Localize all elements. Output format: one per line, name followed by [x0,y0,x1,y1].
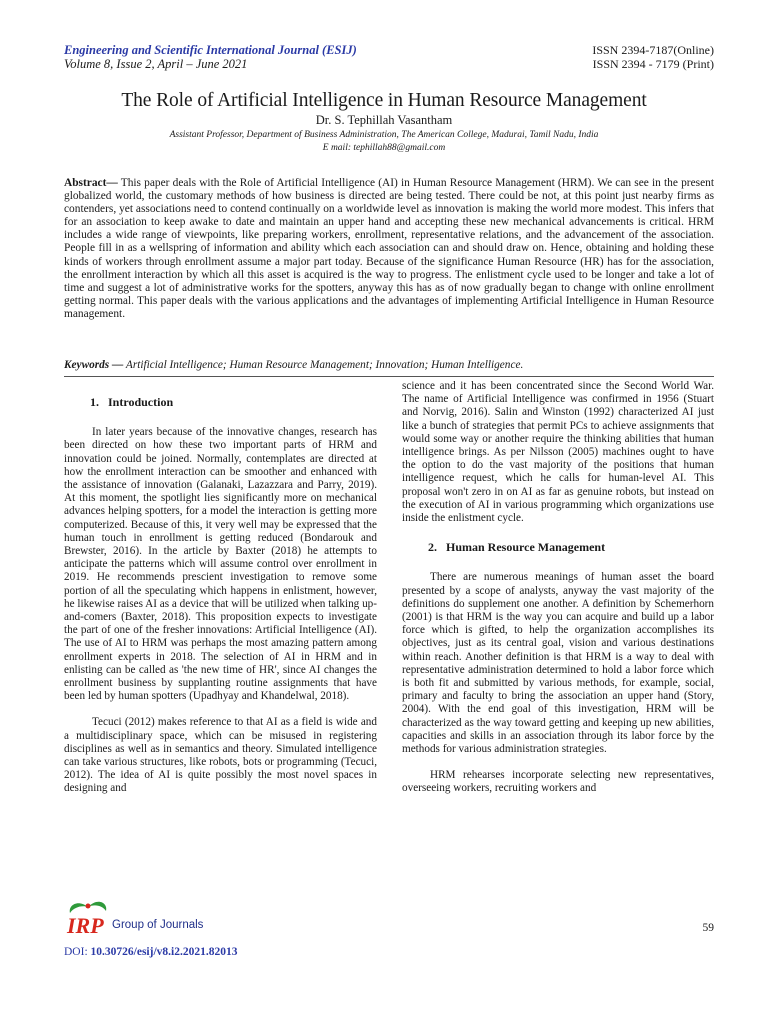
section-divider [64,376,714,377]
volume-issue: Volume 8, Issue 2, April – June 2021 [64,57,248,71]
doi-label: DOI: [64,946,91,958]
right-column [402,380,714,796]
logo-mark-icon [64,895,234,940]
issn-online: ISSN 2394-7187(Online) [592,43,714,57]
abstract [64,177,714,321]
paragraph-continued: science and it has been concentrated since the Second World War. The name of Artificial Intelligence was confirmed in 1956 (Stuart and Norvig, 2016). Salin and Winston (1992) characterized AI just like a bunch of strategies that permit PCs to achieve assignments that would some way or another require the thinking abilities that human intelligence brings. As per Nilsson (2005) machines ought to have the option to do the vast majority of the positions that human intelligence request, which he calls for human-level AI. This proposal won't zero in on AI as far as genuine robots, but instead on the execution of AI in various programming which organizations use inside the enlistment cycle. [402,380,714,525]
publisher-logo [64,895,234,940]
author-affiliation: Assistant Professor, Department of Business Administration, The American College, Madurai, Tamil Nadu, India [169,130,599,140]
paper-title: The Role of Artificial Intelligence in Human Resource Management [121,90,647,111]
paragraph: There are numerous meanings of human asset the board presented by a scope of analysts, anyway the vast majority of the definitions do supplement one another. A definition by Schemerhorn (2001) is that HRM is the way you can acquire and build up a labor force which is gifted, to help the organization accomplishes its objectives, just as its central goal, vision and various destinations within reach. Another definition is that HRM is a way to deal with representative administration determined to hold a labor force which is both fit and submitted by various methods, for example, social, primary and faculty to bring the association an upper hand (Story, 2004). With the end goal of this investigation, HRM will be characterized as the way toward getting and keeping up new abilities, capacities and skills in an association through its labor force by the methods for various administration strategies. [402,571,714,756]
journal-name: Engineering and Scientific International Journal (ESIJ) [64,43,357,57]
keywords [64,359,714,371]
abstract-text: This paper deals with the Role of Artificial Intelligence (AI) in Human Resource Management (HRM). We can see in the present globalized world, the customary methods of how business is directed are being tested. There could be not, at this point just nearby firms as contenders, yet associations need to contend continually on a worldwide level as innovation is making the world more modest. This infers that for an association to keep awake to date and maintain an upper hand and accepting these new mechanical advancements is critical. HRM includes a wide range of viewpoints, like preparing workers, enrollment, representative relations, and the advancement of the association. People fill in as a wellspring of information and ability which each association can and should draw on. Hence, obtaining and holding these kinds of workers through enrollment assume a major part today. Because of the significance Human Resource (HR) has for the association, the enrollment interaction by which all this asset is acquired is the way to progress. The enlistment cycle used to be longer and take a lot of time and suggest a lot of administrative works for the spotters, anyway this has as of now gradually began to change with online enrollment getting normal. This paper deals with the various applications and the advantages of implementing Artificial Intelligence in Human Resource management. [64,177,714,320]
logo-letters: IRP [67,913,104,938]
paragraph: Tecuci (2012) makes reference to that AI as a field is wide and a multidisciplinary space, which can be misused in registering disciplines as well as in semantics and theory. Simulated intelligence can take various structures, like robots, bots or programming (Tecuci, 2012). The idea of AI is quite possibly the most novel spaces in designing and [64,716,377,795]
paragraph: HRM rehearses incorporate selecting new representatives, overseeing workers, recruiting workers and [402,769,714,795]
section-heading-introduction: 1. Introduction [90,395,174,409]
page-number: 59 [702,922,714,934]
section-heading-hrm: 2. Human Resource Management [428,540,606,555]
author-name: Dr. S. Tephillah Vasantham [315,113,453,127]
keywords-label: Keywords — [64,359,124,371]
abstract-label: Abstract— [64,177,118,189]
left-column [64,383,377,796]
issn-print: ISSN 2394 - 7179 (Print) [592,57,714,71]
doi-link[interactable]: 10.30726/esij/v8.i2.2021.82013 [90,946,238,958]
paragraph: In later years because of the innovative changes, research has been directed on how these two important parts of HRM and innovation could be joined. Normally, contemplates are directed at how the enrollment interaction can be smoother and enhanced with the assistance of innovation (Galanaki, Lazazzara and Parry, 2019). At this moment, the spotlight lies significantly more on mechanical advances helping spotters, for a model the interaction is getting more computerized. Because of this, it very well may be expressed that the human touch in enrollment is getting reduced (Bondarouk and Brewster, 2016). In the article by Baxter (2018) he attempts to anticipate the patterns which will assume control over enrollment in 2019. He recommends prescient investigation to remove some portion of all the speculating which happens in enlistment, however, he likewise raises AI as a device that will be utilized when talking up-and-comers (Baxter, 2018). This proposition expects to investigate the part of one of the fresher innovations: Artificial Intelligence (AI). The use of AI to HRM was perhaps the most amazing pattern among enrollment experts in 2018. The selection of AI in HRM and in enlisting can be called as 'the new time of HR', since AI changes the enrollment business by supplanting routine assignments that have been led by human spotters (Upadhyay and Khandelwal, 2018). [64,426,377,703]
logo-text: Group of Journals [112,919,204,931]
doi[interactable] [64,946,237,958]
keywords-text: Artificial Intelligence; Human Resource Management; Innovation; Human Intelligence. [123,359,524,371]
author-email: E mail: tephillah88@gmail.com [322,143,446,153]
